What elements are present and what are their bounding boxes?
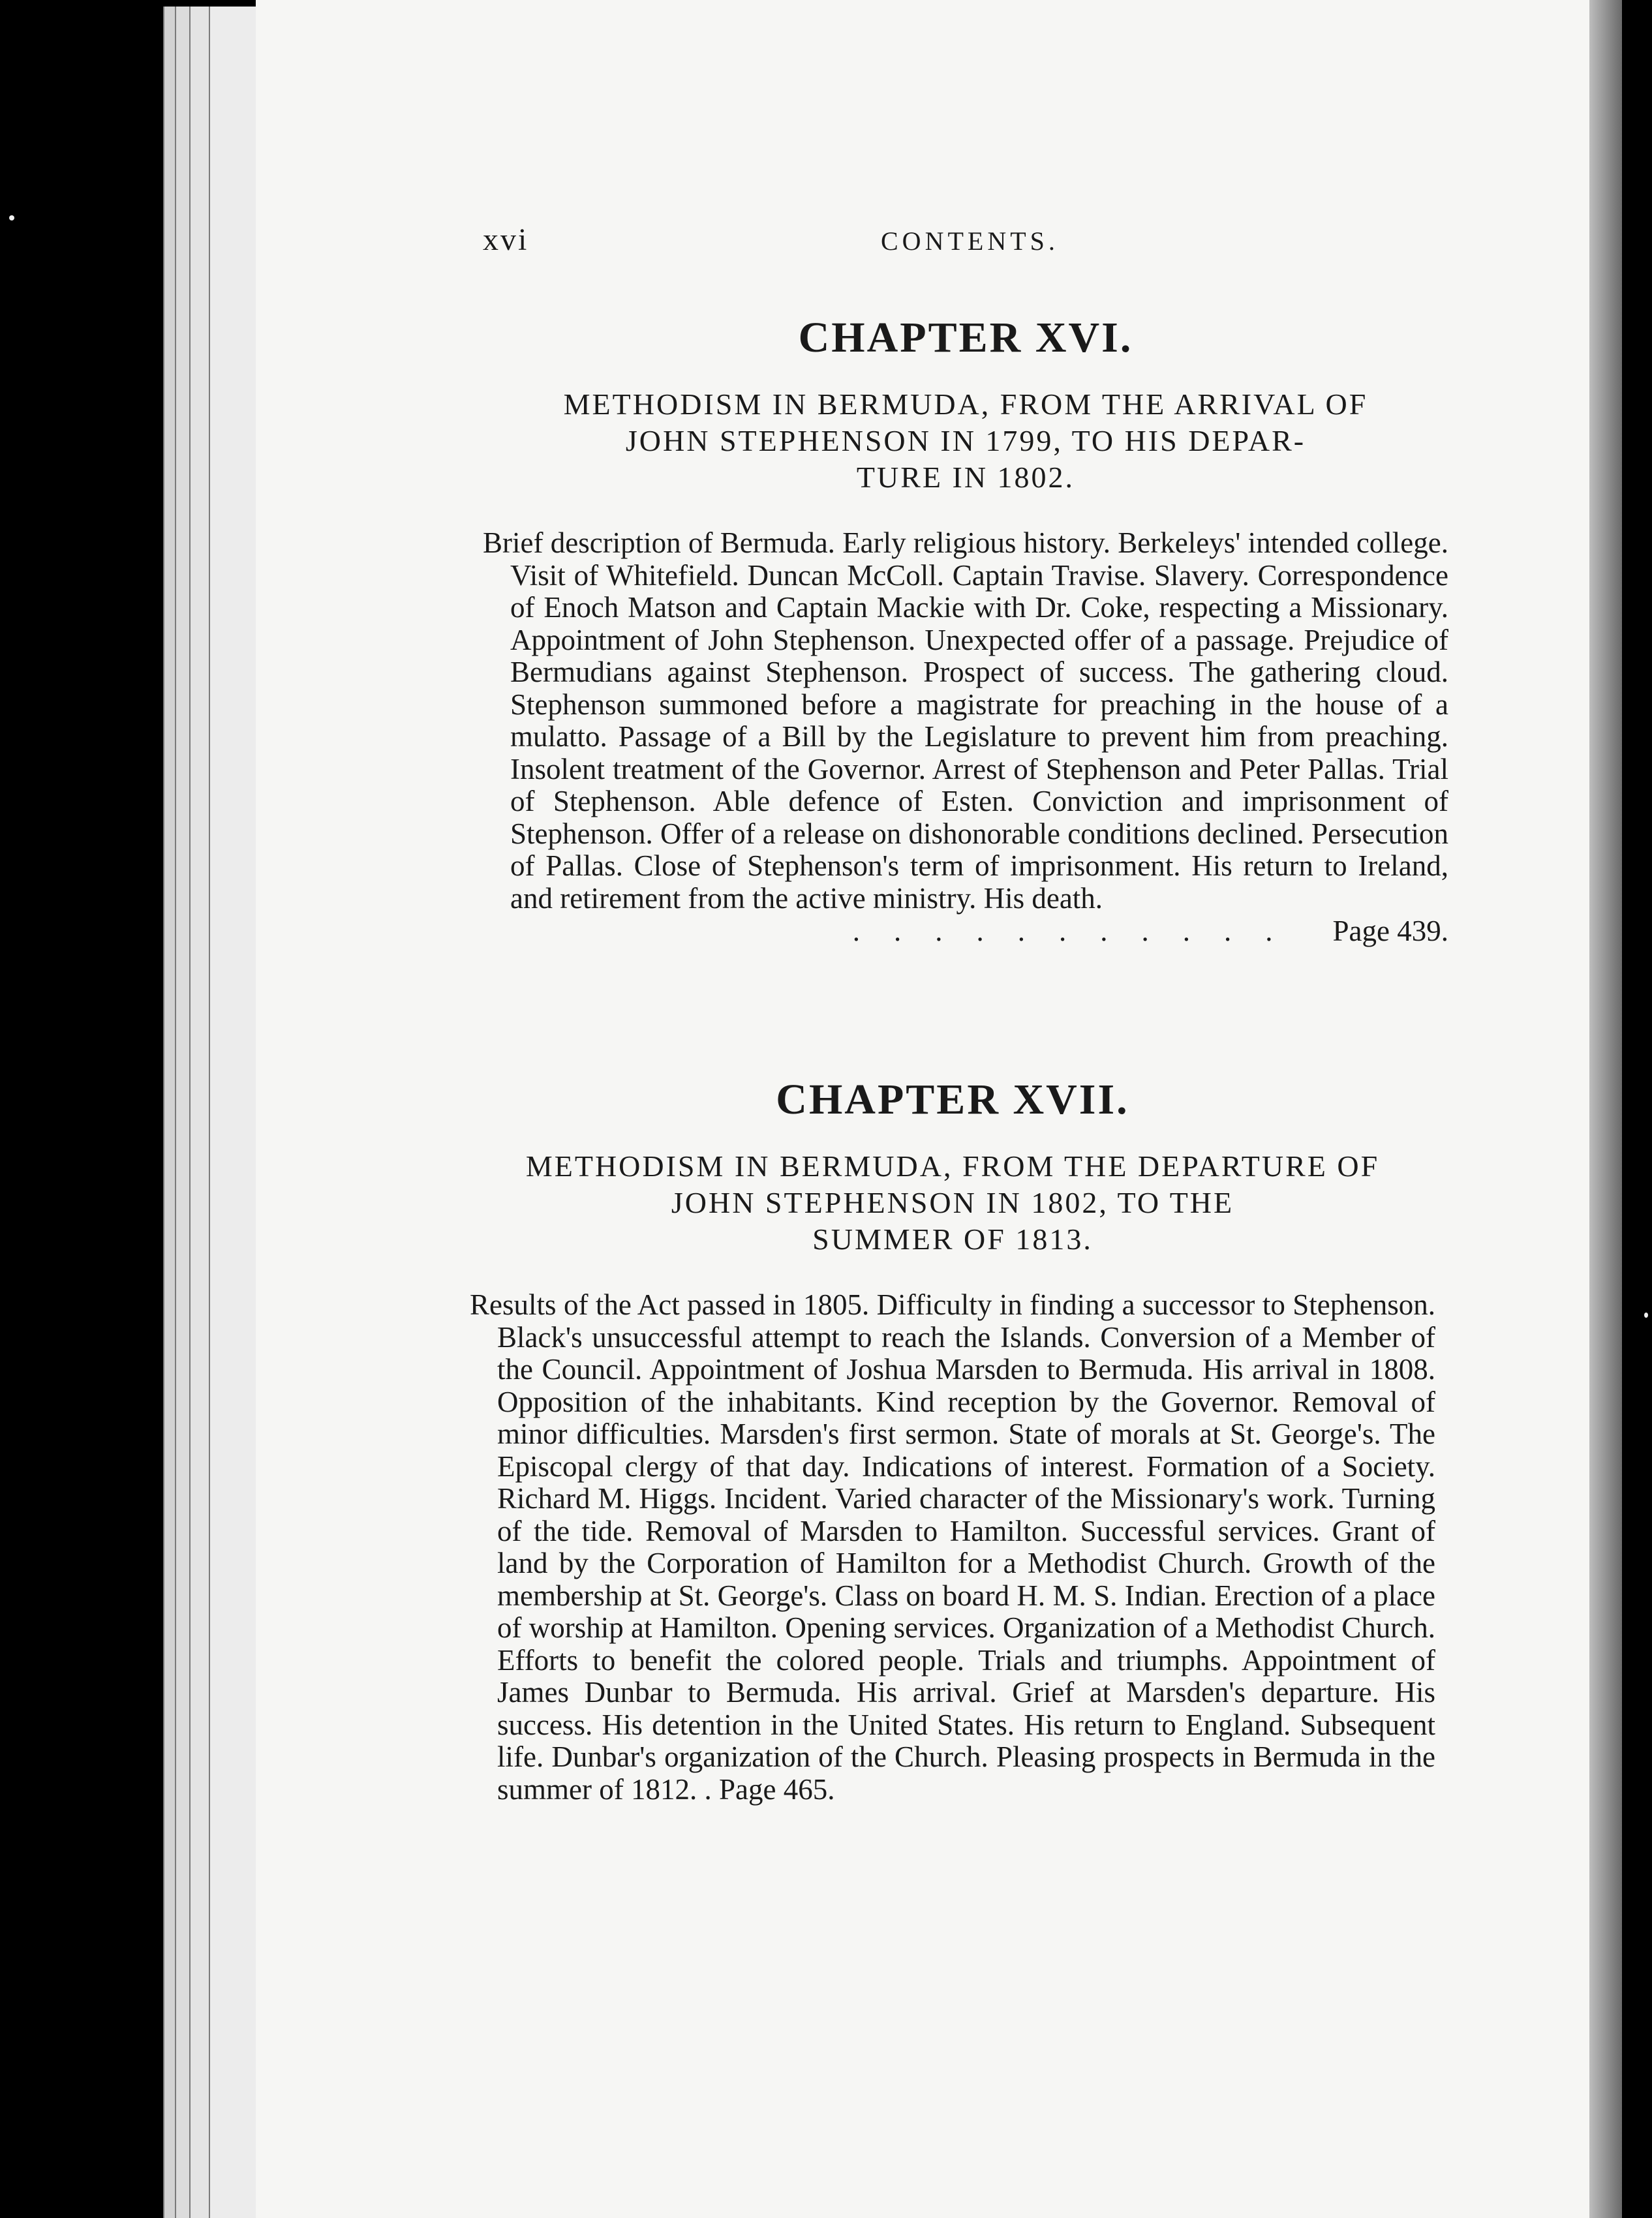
chapter-heading-line: METHODISM IN BERMUDA, FROM THE ARRIVAL OF: [563, 387, 1368, 421]
chapter-heading: [483, 386, 1448, 496]
chapter-summary: [470, 1289, 1435, 1806]
page-reference: Page 465.: [718, 1772, 835, 1806]
running-title: CONTENTS.: [881, 226, 1059, 256]
chapter-entry: [470, 1075, 1435, 1806]
page-gutter-shadow: [1589, 0, 1622, 2218]
chapter-number: CHAPTER XVII.: [776, 1076, 1129, 1123]
page-reference-line: [483, 915, 1448, 947]
chapter-heading: [470, 1148, 1435, 1258]
scan-speck: [9, 215, 14, 220]
chapter-heading-line: JOHN STEPHENSON IN 1799, TO HIS DEPAR-: [625, 424, 1306, 457]
scan-speck: [1644, 1313, 1648, 1318]
page-reference: Page 439.: [1332, 915, 1448, 947]
chapter-number: CHAPTER XVI.: [798, 314, 1133, 361]
chapter-heading-line: JOHN STEPHENSON IN 1802, TO THE: [671, 1186, 1234, 1219]
chapter-entry: [483, 313, 1448, 947]
dot-leaders: ...........: [852, 915, 1307, 947]
chapter-summary: Brief description of Bermuda. Early religious history. Berkeleys' intended college. Visit of Whitefield. Duncan McColl. Captain Travise. Slavery. Correspondence of Enoch Matson and Captain Mackie with Dr. Coke, respecting a Missionary. Appointment of John Stephenson. Unexpected offer of a passage. Prejudice of Bermudians against Stephenson. Prospect of success. The gathering cloud. Stephenson summoned before a magistrate for preaching in the house of a mulatto. Passage of a Bill by the Legislature to prevent him from preaching. Insolent treatment of the Governor. Arrest of Stephenson and Peter Pallas. Trial of Stephenson. Able defence of Esten. Conviction and imprisonment of Stephenson. Offer of a release on dishonorable conditions declined. Persecution of Pallas. Close of Stephenson's term of imprisonment. His return to Ireland, and retirement from the active ministry. His death.: [483, 526, 1448, 915]
running-head: [483, 222, 1448, 261]
book-edge-strip: [209, 7, 257, 2218]
chapter-heading-line: METHODISM IN BERMUDA, FROM THE DEPARTURE OF: [525, 1149, 1380, 1183]
chapter-heading-line: SUMMER OF 1813.: [812, 1223, 1093, 1256]
chapter-heading-line: TURE IN 1802.: [856, 461, 1075, 494]
page-folio: xvi: [483, 222, 529, 257]
chapter-summary-text: Results of the Act passed in 1805. Difficulty in finding a successor to Stephenson. Black's unsuccessful attempt to reach the Islands. Conversion of a Member of the Council. Appointment of Joshua Marsden to Bermuda. His arrival in 1808. Opposition of the inhabitants. Kind reception by the Governor. Removal of minor difficulties. Marsden's first sermon. State of morals at St. George's. The Episcopal clergy of that day. Indications of interest. Formation of a Society. Richard M. Higgs. Incident. Varied character of the Missionary's work. Turning of the tide. Removal of Marsden to Hamilton. Successful services. Grant of land by the Corporation of Hamilton for a Methodist Church. Growth of the membership at St. George's. Class on board H. M. S. Indian. Erection of a place of worship at Hamilton. Opening services. Organization of a Methodist Church. Efforts to benefit the colored people. Trials and triumphs. Appointment of James Dunbar to Bermuda. His arrival. Grief at Marsden's departure. His success. His detention in the United States. His return to England. Subsequent life. Dunbar's organization of the Church. Pleasing prospects in Bermuda in the summer of 1812. .: [470, 1288, 1435, 1806]
